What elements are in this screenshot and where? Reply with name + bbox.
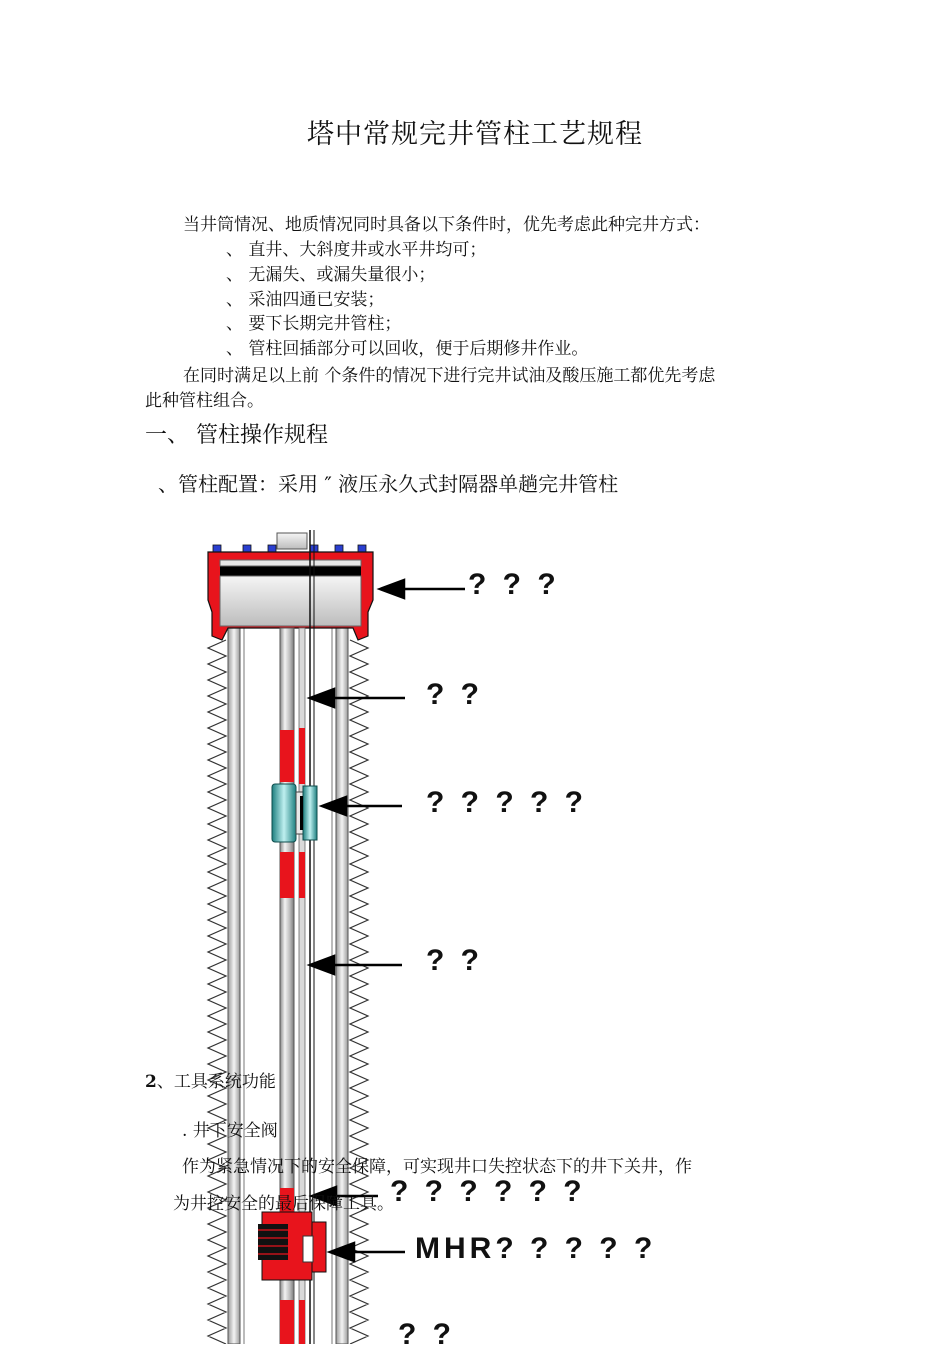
condition-4: 、 要下长期完井管柱； [226, 314, 402, 334]
safety-valve-icon [272, 784, 317, 842]
label-casing: ? ? [426, 944, 483, 977]
tool-desc-line-1: 作为紧急情况下的安全保障，可实现井口失控状态下的井下关井，作 [182, 1157, 692, 1177]
condition-5: 、 管柱回插部分可以回收，便于后期修井作业。 [226, 339, 589, 359]
tool-desc-line-2: 为井控安全的最后保障工具。 [173, 1194, 394, 1214]
section-number: 2 [145, 1072, 157, 1092]
summary-line-1: 在同时满足以上前 个条件的情况下进行完井试油及酸压施工都优先考虑 [183, 366, 716, 386]
page-title: 塔中常规完井管柱工艺规程 [307, 119, 643, 150]
subsection-heading-1: 、管柱配置：采用 ″ 液压永久式封隔器单趟完井管柱 [158, 472, 619, 496]
intro-paragraph: 当井筒情况、地质情况同时具备以下条件时，优先考虑此种完井方式： [183, 215, 710, 235]
condition-2: 、 无漏失、或漏失量很小； [226, 265, 436, 285]
mhr-packer-icon [258, 1212, 326, 1280]
label-mhr-packer: MHR? ? ? ? ? [415, 1232, 657, 1265]
condition-3: 、 采油四通已安装； [226, 290, 385, 310]
condition-1: 、 直井、大斜度井或水平井均可； [226, 240, 487, 260]
tool-bullet: . 井下安全阀 [182, 1121, 278, 1141]
label-component: ? ? ? ? ? ? [390, 1175, 586, 1208]
label-safety-valve: ? ? ? ? ? [426, 786, 587, 819]
formation-wall-right [350, 640, 368, 1344]
section-heading-2 [145, 1070, 276, 1094]
label-bottom: ? ? [398, 1318, 455, 1351]
section-heading-2-text: 、工具系统功能 [156, 1072, 276, 1092]
wellhead-icon [208, 533, 373, 640]
label-tubing: ? ? [426, 678, 483, 711]
summary-line-2: 此种管柱组合。 [145, 391, 264, 411]
formation-wall-left [208, 640, 226, 1344]
label-wellhead: ? ? ? [468, 568, 560, 601]
section-heading-1: 一、 管柱操作规程 [145, 423, 328, 448]
